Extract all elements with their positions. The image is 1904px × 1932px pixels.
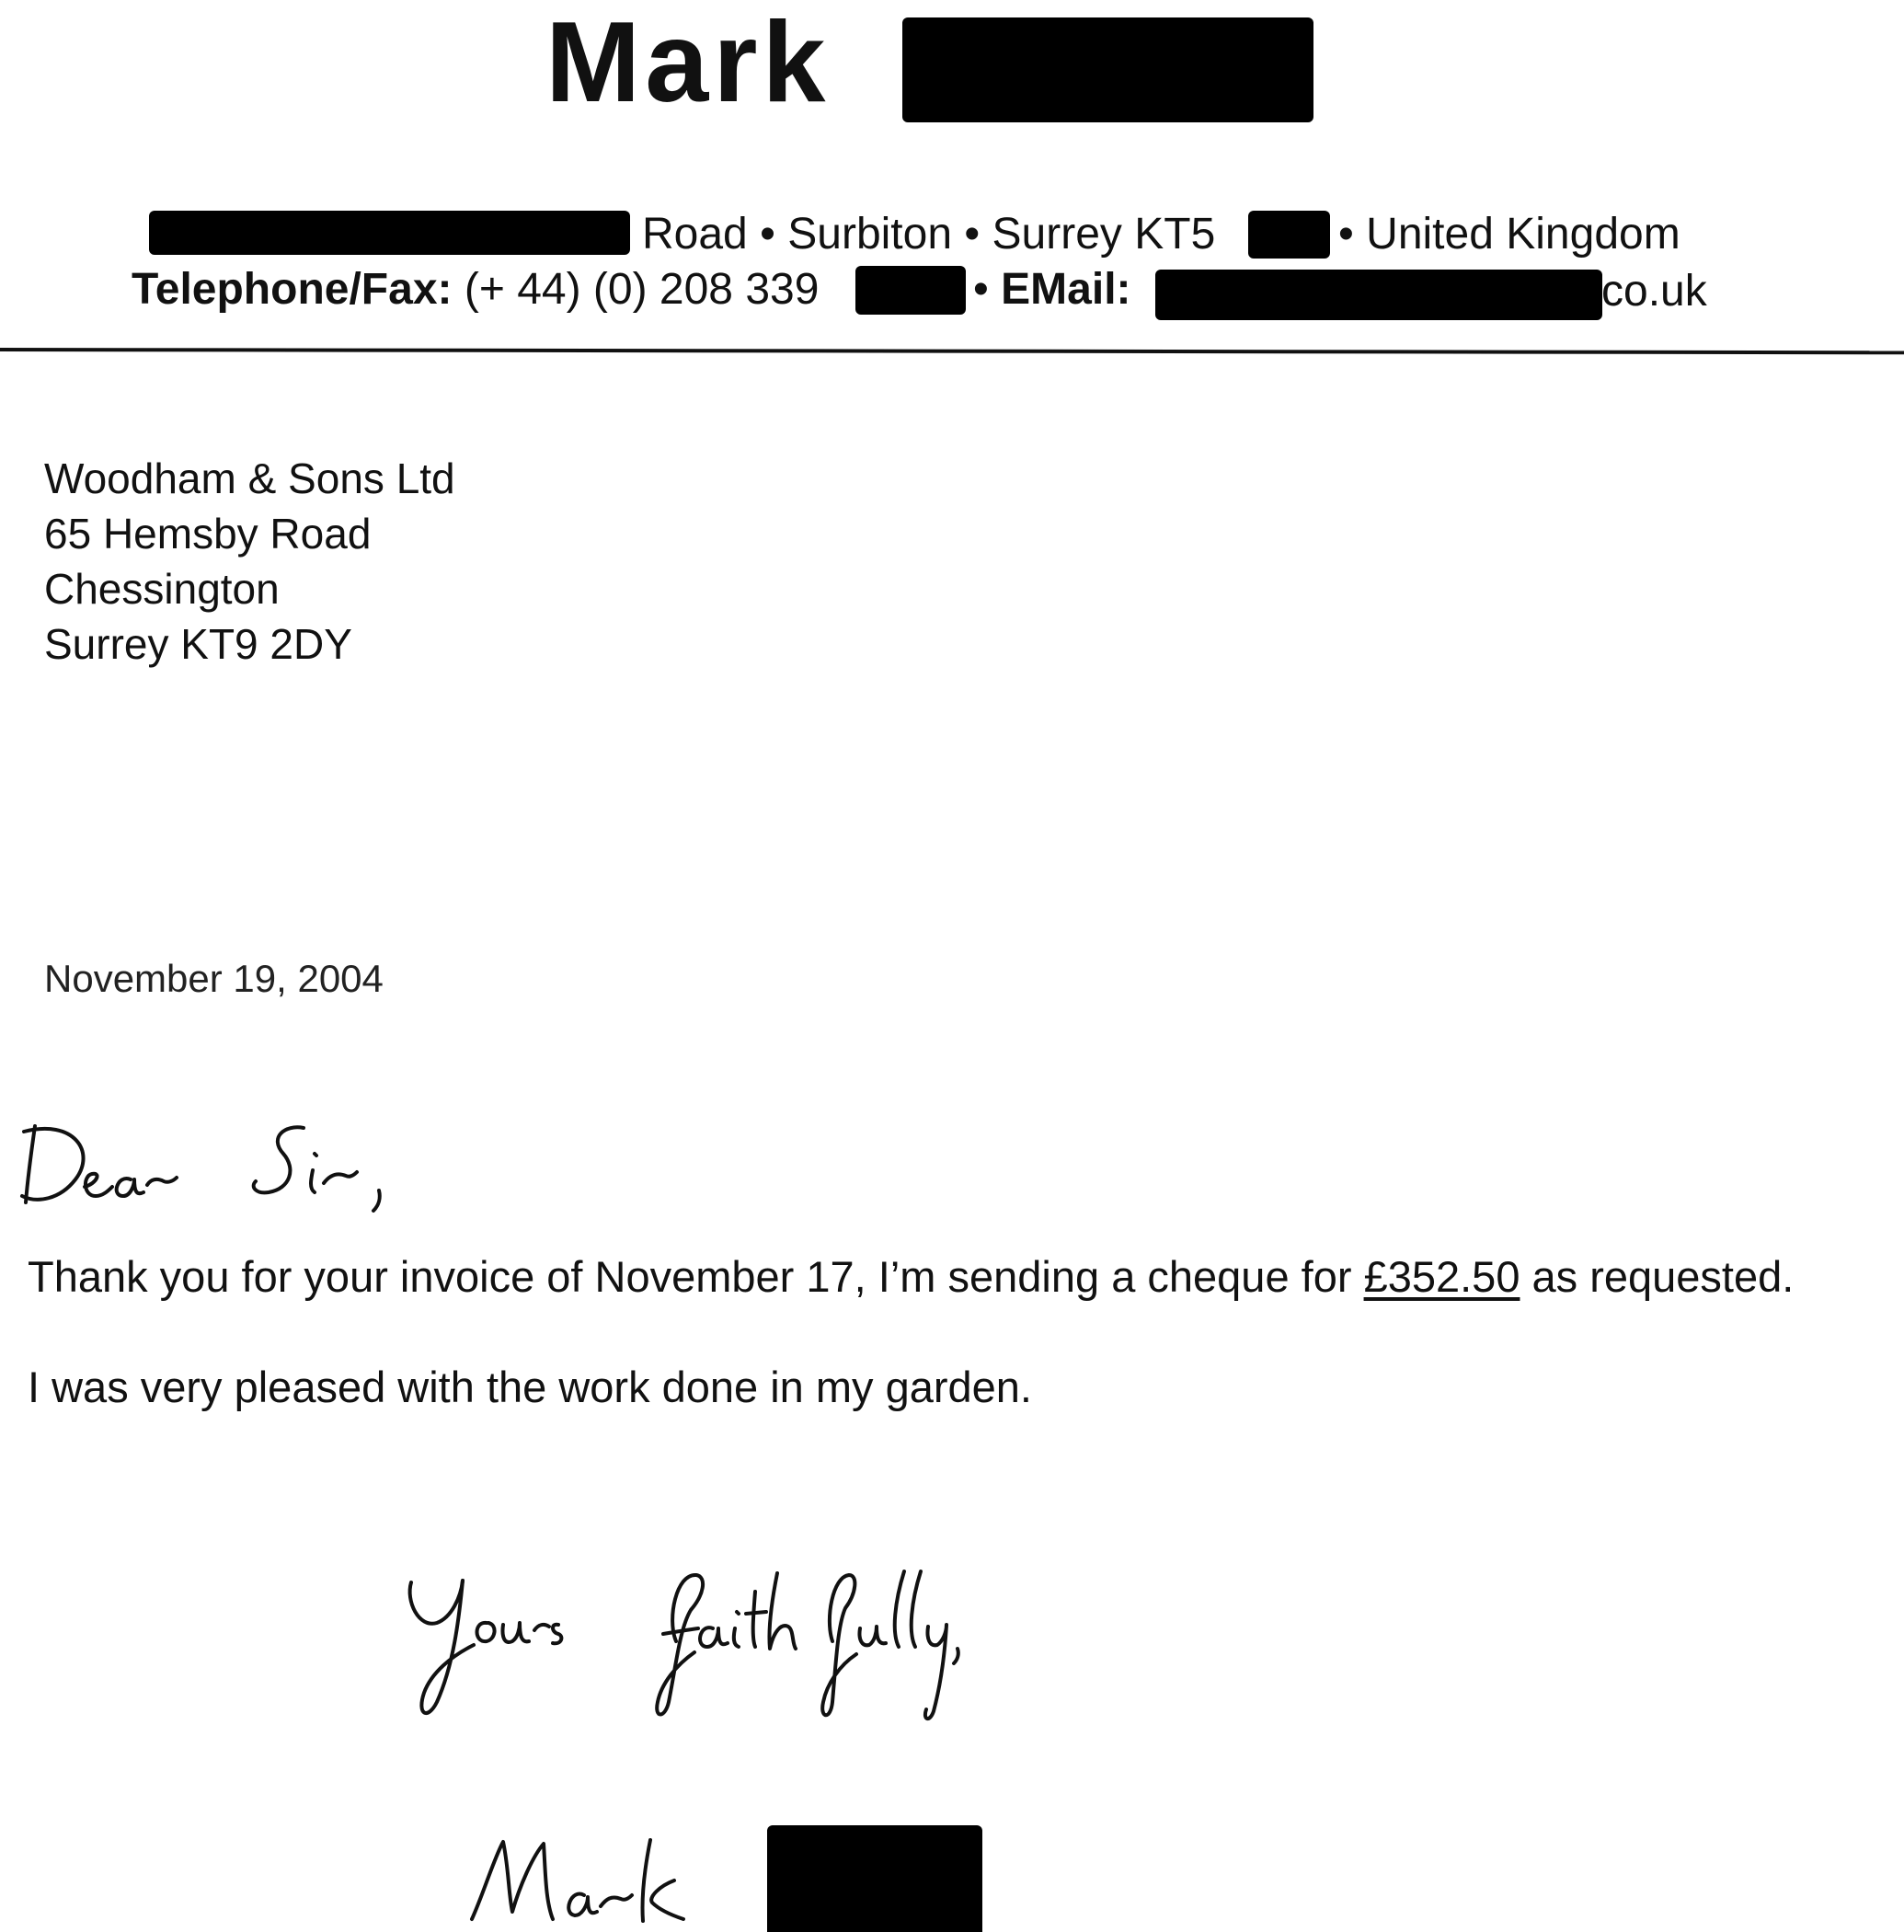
address-town: Surbiton [787,210,953,259]
recipient-street: 65 Hemsby Road [44,510,372,558]
email-label: EMail: [1001,265,1131,314]
body-paragraph-1-text: Thank you for your invoice of November 17, I’m sending a cheque for [28,1252,1364,1301]
sender-name: Mark [545,0,831,126]
address-road: Road [642,210,748,259]
recipient-address [44,451,455,672]
signature-handwritten [463,1831,766,1932]
cheque-amount: £352.50 [1363,1252,1520,1301]
salutation-handwritten [18,1115,405,1216]
body-paragraph-1 [28,1251,1794,1302]
email-segment [973,265,1131,314]
address-separator: • [760,210,775,259]
redacted-signature-surname [767,1825,982,1932]
address-country: United Kingdom [1366,210,1680,259]
email-suffix: co.uk [1601,267,1707,316]
letter-date: November 19, 2004 [44,957,384,1000]
address-county: Surrey KT5 [992,210,1216,259]
redacted-street [149,211,630,255]
address-country-line [1338,210,1680,259]
redacted-surname [902,17,1313,122]
recipient-company: Woodham & Sons Ltd [44,454,455,502]
recipient-county-postcode: Surrey KT9 2DY [44,620,352,668]
redacted-phone-digits [855,266,966,315]
phone-value: (+ 44) (0) 208 339 [464,265,820,314]
recipient-town: Chessington [44,565,280,613]
body-paragraph-2: I was very pleased with the work done in my garden. [28,1363,1032,1411]
address-separator: • [1338,210,1354,259]
phone-label: Telephone/Fax: [132,265,453,314]
body-paragraph-1-end: as requested. [1520,1252,1795,1301]
letterhead-divider [0,348,1904,354]
address-separator: • [964,210,981,259]
redacted-email [1155,270,1602,320]
contact-line [132,265,820,314]
contact-separator: • [973,265,989,314]
address-line [642,210,1216,259]
closing-handwritten [400,1564,1044,1730]
redacted-postcode [1248,211,1330,259]
